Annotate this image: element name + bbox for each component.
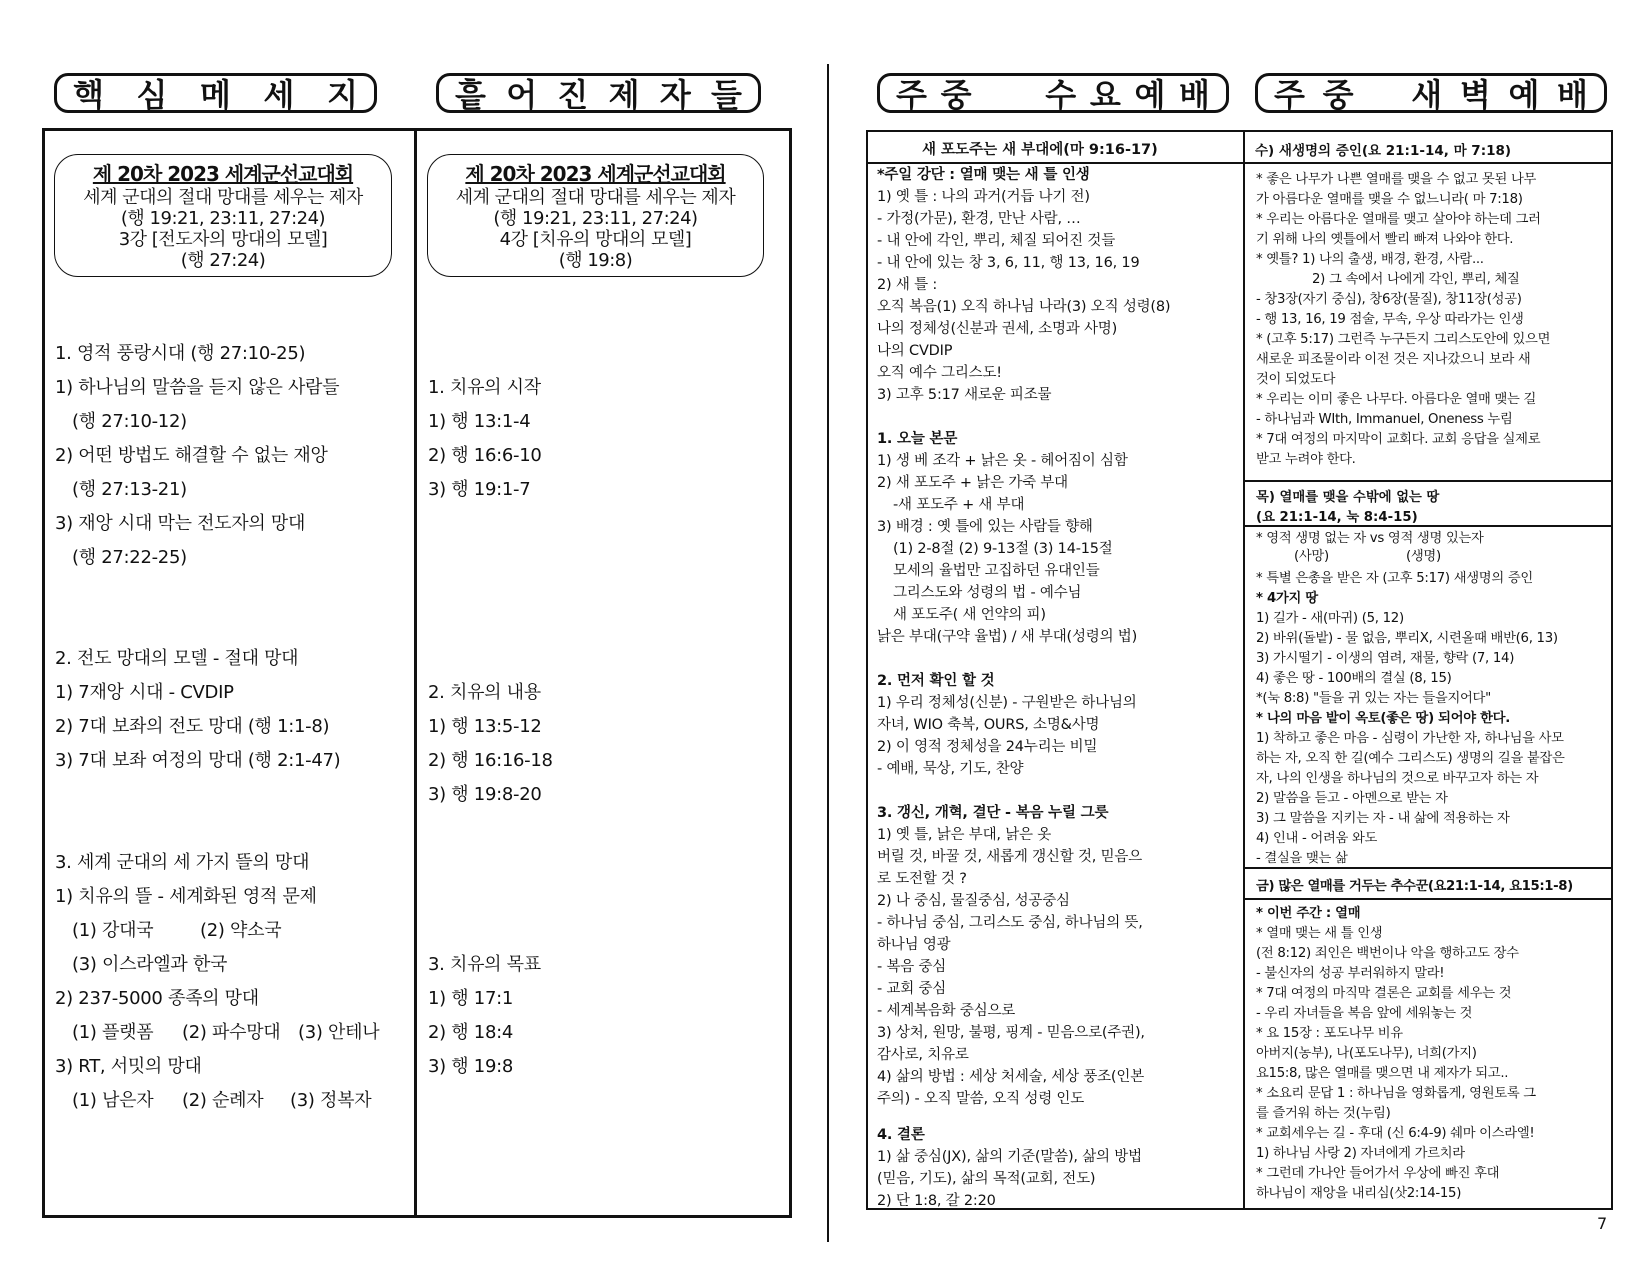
wed-line: 오직 복음(1) 오직 하나님 나라(3) 오직 성령(8) [877,299,1171,315]
dawn-line: 2) 말씀을 듣고 - 아멘으로 받는 자 [1256,791,1448,806]
outline-item: 2. 전도 망대의 모델 - 절대 망대 [55,648,299,669]
wed-line: 모세의 율법만 고집하던 유대인들 [893,563,1100,579]
wed-line: 버릴 것, 바꿀 것, 새롭게 갱신할 것, 믿음으 [877,849,1143,865]
dawn-line: - 하나님과 WIth, Immanuel, Oneness 누림 [1256,412,1513,427]
wed-line: - 교회 중심 [877,981,947,997]
left-title-oval [54,154,392,277]
header-char: 예 [1508,76,1540,114]
dawn-line: 자, 나의 인생을 하나님의 것으로 바꾸고자 하는 자 [1256,771,1539,786]
dawn-line: 2) 그 속에서 나에게 각인, 뿌리, 체질 [1312,272,1520,287]
outline-item: 3) 행 19:1-7 [428,479,531,500]
header-scattered-disciples [436,73,761,113]
outline-item: (1) 강대국 [72,920,154,941]
outline-item: (1) 남은자 [72,1090,154,1111]
outline-item: (1) 플랫폼 [72,1022,154,1043]
wed-line: 2. 먼저 확인 할 것 [877,673,995,689]
wed-line: 1) 옛 틀 : 나의 과거(거듭 나기 전) [877,189,1090,205]
wed-line: 로 도전할 것 ? [877,871,967,887]
outline-item: 1. 영적 풍랑시대 (행 27:10-25) [55,343,306,364]
left-divider [414,130,417,1216]
dawn-line: * 영적 생명 없는 자 vs 영적 생명 있는자 [1256,531,1484,546]
page-number: 7 [1597,1214,1608,1233]
dawn-thu-header: 목) 열매를 맺을 수밖에 없는 땅 [1256,490,1440,505]
mid-title-oval [427,154,764,277]
header-char: 지 [327,76,358,114]
dawn-line: * 열매 맺는 새 틀 인생 [1256,926,1383,941]
outline-item: (2) 순례자 [182,1090,264,1111]
header-char: 들 [711,76,742,114]
outline-item: 1) 행 13:5-12 [428,716,542,737]
wed-line: 오직 예수 그리스도! [877,365,1002,381]
outline-item: 3) RT, 서밋의 망대 [55,1056,202,1077]
oval-line: 세계 군대의 절대 망대를 세우는 제자 [455,187,736,208]
wed-line: 새 포도주( 새 언약의 피) [893,607,1046,623]
outline-item: 3. 치유의 목표 [428,954,541,975]
wed-line: - 내 안에 각인, 뿌리, 체질 되어진 것들 [877,233,1116,249]
row-divider [1244,867,1612,869]
dawn-line: * 우리는 이미 좋은 나무다. 아름다운 열매 맺는 길 [1256,392,1537,407]
oval-line: (행 27:24) [180,250,266,271]
outline-item: (행 27:10-12) [72,411,187,432]
dawn-line: * 7대 여정의 마지막이 교회다. 교회 응답을 실제로 [1256,432,1541,447]
dawn-line: * 나의 마음 밭이 옥토(좋은 땅) 되어야 한다. [1256,711,1510,726]
dawn-line: 받고 누려야 한다. [1256,452,1356,467]
outline-item: (3) 정복자 [290,1090,372,1111]
dawn-line: 아버지(농부), 나(포도나무), 너희(가지) [1256,1046,1477,1061]
outline-item: 1) 7재앙 시대 - CVDIP [55,682,234,703]
oval-line: (행 19:8) [558,250,633,271]
wed-line: 나의 정체성(신분과 권세, 소명과 사명) [877,321,1118,337]
dawn-line: 3) 가시떨기 - 이생의 염려, 재물, 향락 (7, 14) [1256,651,1515,666]
wed-line: 주의) - 오직 말씀, 오직 성령 인도 [877,1091,1085,1107]
header-char: 흩 [455,76,486,114]
row-divider [1244,480,1612,482]
header-dawn-service [1255,73,1607,113]
wed-line: 자녀, WIO 축복, OURS, 소명&사명 [877,717,1100,733]
header-char: 주 [1274,76,1305,114]
wed-line: 3. 갱신, 개혁, 결단 - 복음 누릴 그릇 [877,805,1109,821]
dawn-line: 2) 바위(돌밭) - 물 없음, 뿌리X, 시련올때 배반(6, 13) [1256,631,1558,646]
dawn-line: 3) 그 말씀을 지키는 자 - 내 삶에 적용하는 자 [1256,811,1510,826]
wed-line: 1) 우리 정체성(신분) - 구원받은 하나님의 [877,695,1137,711]
dawn-line: * 소요리 문답 1 : 하나님을 영화롭게, 영원토록 그 [1256,1086,1536,1101]
wed-line: 2) 나 중심, 물질중심, 성공중심 [877,893,1070,909]
dawn-line: (전 8:12) 죄인은 백번이나 악을 행하고도 장수 [1256,946,1519,961]
dawn-line: * 이번 주간 : 열매 [1256,906,1361,921]
wed-line: 3) 상처, 원망, 불평, 핑계 - 믿음으로(주권), [877,1025,1145,1041]
outline-item: 1) 하나님의 말씀을 듣지 않은 사람들 [55,377,340,398]
dawn-line: * (고후 5:17) 그런즉 누구든지 그리스도안에 있으면 [1256,332,1551,347]
oval-line: 4강 [치유의 망대의 모델] [499,229,692,250]
conference-title: 제 20차 2023 세계군선교대회 [465,162,726,186]
dawn-line: 4) 좋은 땅 - 100배의 결실 (8, 15) [1256,671,1452,686]
wed-sermon-header: 새 포도주는 새 부대에(마 9:16-17) [922,142,1158,158]
oval-line: 3강 [전도자의 망대의 모델] [118,229,328,250]
outline-item: 2) 행 18:4 [428,1022,514,1043]
outline-item: 3) 행 19:8 [428,1056,514,1077]
wed-line: -새 포도주 + 새 부대 [893,497,1025,513]
header-char: 세 [263,76,295,114]
dawn-line: * 4가지 땅 [1256,591,1318,606]
header-char: 예 [1134,76,1166,114]
row-divider [1244,898,1612,900]
outline-item: 2) 행 16:6-10 [428,445,542,466]
dawn-line: - 우리 자녀들을 복음 앞에 세워놓는 것 [1256,1006,1473,1021]
outline-item: (3) 이스라엘과 한국 [72,954,228,975]
outline-item: (3) 안테나 [298,1022,380,1043]
dawn-line: * 그런데 가나안 들어가서 우상에 빠진 후대 [1256,1166,1500,1181]
wed-line: 낡은 부대(구약 율법) / 새 부대(성령의 법) [877,629,1138,645]
dawn-line: 기 위해 나의 옛틀에서 빨리 빠져 나와야 한다. [1256,232,1514,247]
outline-item: (2) 약소국 [200,920,282,941]
wed-line: - 가정(가문), 환경, 만난 사람, … [877,211,1081,227]
dawn-fri-header: 금) 많은 열매를 거두는 추수꾼(요21:1-14, 요15:1-8) [1256,879,1573,894]
oval-line: (행 19:21, 23:11, 27:24) [120,208,326,229]
outline-item: 1) 치유의 뜰 - 세계화된 영적 문제 [55,886,317,907]
wed-line: 2) 이 영적 정체성을 24누리는 비밀 [877,739,1098,755]
outline-item: 2) 행 16:16-18 [428,750,553,771]
dawn-line: * 옛틀? 1) 나의 출생, 배경, 환경, 사람... [1256,252,1484,267]
wed-line: - 하나님 중심, 그리스도 중심, 하나님의 뜻, [877,915,1143,931]
dawn-line: - 불신자의 성공 부러워하지 말라! [1256,966,1445,981]
header-char: 벽 [1459,76,1491,114]
wed-line: 하나님 영광 [877,937,951,953]
wed-line: 1) 생 베 조각 + 낡은 옷 - 헤어짐이 심함 [877,453,1128,469]
header-char: 배 [1557,76,1588,114]
header-char: 진 [557,76,589,114]
header-char: 배 [1179,76,1210,114]
wed-line: 1) 옛 틀, 낡은 부대, 낡은 옷 [877,827,1052,843]
wed-line: - 세계복음화 중심으로 [877,1003,1016,1019]
dawn-line: * 7대 여정의 마직막 결론은 교회를 세우는 것 [1256,986,1512,1001]
header-char: 어 [506,76,538,114]
outline-item: 3. 세계 군대의 세 가지 뜰의 망대 [55,852,310,873]
header-midweek-service [877,73,1229,113]
header-char: 중 [1322,76,1354,114]
wed-line: 4) 삶의 방법 : 세상 처세술, 세상 풍조(인본 [877,1069,1145,1085]
oval-line: 세계 군대의 절대 망대를 세우는 제자 [83,187,363,208]
dawn-line: (사망) [1294,549,1329,564]
dawn-line: * 요 15장 : 포도나무 비유 [1256,1026,1403,1041]
dawn-line: - 결실을 맺는 삶 [1256,851,1348,866]
header-char: 제 [608,76,640,114]
header-char: 자 [659,76,691,114]
right-divider [1243,131,1245,1209]
header-char: 메 [200,76,231,114]
header-core-message [54,73,377,113]
outline-item: 2) 237-5000 종족의 망대 [55,988,259,1009]
wed-line: (1) 2-8절 (2) 9-13절 (3) 14-15절 [893,541,1113,557]
dawn-line: - 창3장(자기 중심), 창6장(물질), 창11장(성공) [1256,292,1522,307]
header-char: 수 [1045,76,1077,114]
dawn-line: * 우리는 아름다운 열매를 맺고 살아야 하는데 그러 [1256,212,1541,227]
outline-item: 2) 어떤 방법도 해결할 수 없는 재앙 [55,445,328,466]
outline-item: 1) 행 13:1-4 [428,411,531,432]
dawn-line: 1) 길가 - 새(마귀) (5, 12) [1256,611,1404,626]
dawn-line: 하나님이 재앙을 내리심(삿2:14-15) [1256,1186,1462,1201]
outline-item: 2. 치유의 내용 [428,682,541,703]
outline-item: 1) 행 17:1 [428,988,514,1009]
wed-line: - 내 안에 있는 창 3, 6, 11, 행 13, 16, 19 [877,255,1140,271]
wed-line: 2) 새 포도주 + 낡은 가죽 부대 [877,475,1068,491]
outline-item: 2) 7대 보좌의 전도 망대 (행 1:1-8) [55,716,330,737]
dawn-line: 1) 착하고 좋은 마음 - 심령이 가난한 자, 하나님을 사모 [1256,731,1564,746]
dawn-line: * 좋은 나무가 나쁜 열매를 맺을 수 없고 못된 나무 [1256,172,1537,187]
outline-item: 3) 7대 보좌 여정의 망대 (행 2:1-47) [55,750,341,771]
wed-line: 1. 오늘 본문 [877,431,958,447]
dawn-line: 것이 되었도다 [1256,372,1336,387]
dawn-line: 새로운 피조물이라 이전 것은 지나갔으니 보라 새 [1256,352,1531,367]
dawn-line: * 교회세우는 길 - 후대 (신 6:4-9) 쉐마 이스라엘! [1256,1126,1535,1141]
wed-line: - 예배, 묵상, 기도, 찬양 [877,761,1024,777]
wed-line: 3) 고후 5:17 새로운 피조물 [877,387,1052,403]
page-spine [827,64,829,1242]
wed-line: 2) 단 1:8, 갈 2:20 [877,1193,996,1209]
dawn-line: 가 아름다운 열매를 맺을 수 없느니라( 마 7:18) [1256,192,1523,207]
dawn-line: 1) 하나님 사랑 2) 자녀에게 가르치라 [1256,1146,1465,1161]
dawn-line: * 특별 은총을 받은 자 (고후 5:17) 새생명의 증인 [1256,571,1533,586]
dawn-thu-ref: (요 21:1-14, 눅 8:4-15) [1256,510,1418,525]
outline-item: (행 27:22-25) [72,547,187,568]
wed-line: 3) 배경 : 옛 틀에 있는 사람들 향해 [877,519,1093,535]
dawn-line: 요15:8, 많은 열매를 맺으면 내 제자가 되고.. [1256,1066,1509,1081]
dawn-line: (생명) [1406,549,1441,564]
header-char: 핵 [73,76,104,114]
header-char: 새 [1411,76,1443,114]
wed-line: 그리스도와 성령의 법 - 예수님 [893,585,1082,601]
header-char: 심 [136,76,168,114]
dawn-line: - 행 13, 16, 19 점술, 무속, 우상 따라가는 인생 [1256,312,1524,327]
dawn-line: 하는 자, 오직 한 길(예수 그리스도) 생명의 길을 붙잡은 [1256,751,1565,766]
dawn-wed-header: 수) 새생명의 증인(요 21:1-14, 마 7:18) [1255,143,1512,159]
outline-item: 3) 행 19:8-20 [428,784,542,805]
header-char: 주 [896,76,927,114]
wed-line: (믿음, 기도), 삶의 목적(교회, 전도) [877,1171,1096,1187]
oval-line: (행 19:21, 23:11, 27:24) [493,208,698,229]
header-char: 요 [1089,76,1121,114]
wed-line: - 복음 중심 [877,959,947,975]
header-char: 중 [940,76,972,114]
dawn-line: 4) 인내 - 어려움 와도 [1256,831,1378,846]
wed-line: 나의 CVDIP [877,343,953,359]
outline-item: (2) 파수망대 [182,1022,281,1043]
wed-line: 4. 결론 [877,1127,925,1143]
wed-line: 감사로, 치유로 [877,1047,969,1063]
outline-item: (행 27:13-21) [72,479,187,500]
dawn-line: *(눅 8:8) "들을 귀 있는 자는 들을지어다" [1256,691,1491,706]
wed-line: *주일 강단 : 열매 맺는 새 틀 인생 [877,167,1090,183]
outline-item: 1. 치유의 시작 [428,377,541,398]
dawn-line: 를 즐거워 하는 것(누림) [1256,1106,1391,1121]
wed-line: 2) 새 틀 : [877,277,938,293]
outline-item: 3) 재앙 시대 막는 전도자의 망대 [55,513,306,534]
conference-title: 제 20차 2023 세계군선교대회 [92,162,354,186]
wed-line: 1) 삶 중심(JX), 삶의 기준(말씀), 삶의 방법 [877,1149,1142,1165]
